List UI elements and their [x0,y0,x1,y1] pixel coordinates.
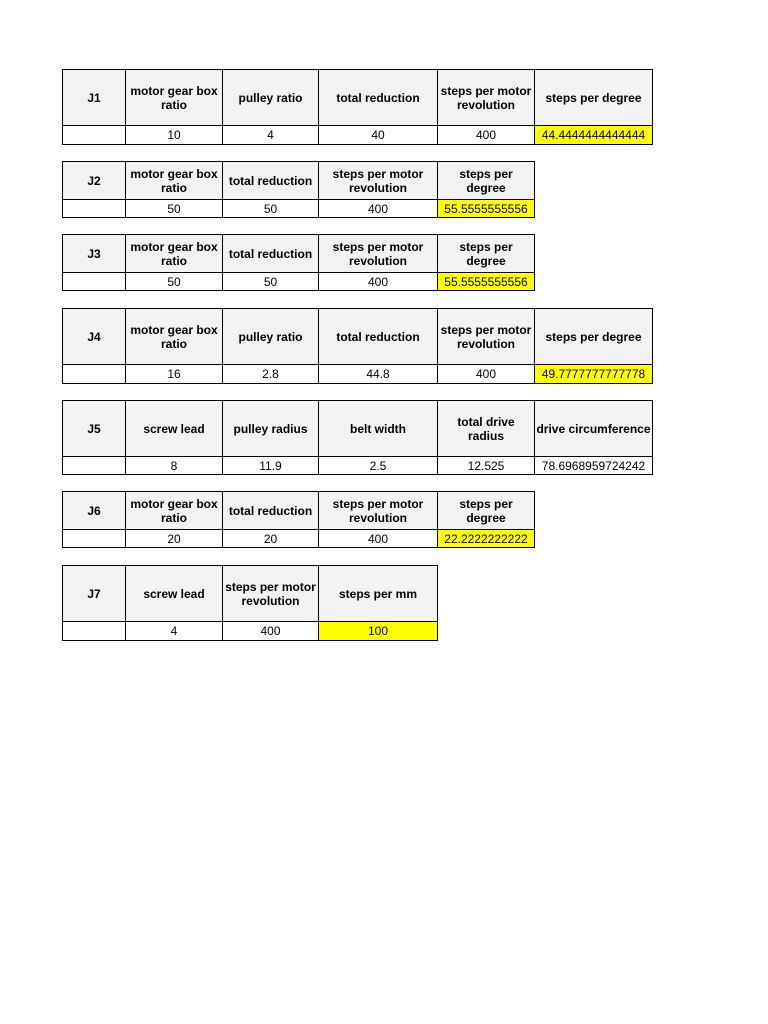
joint-label[interactable]: J7 [63,566,126,622]
header-cell[interactable]: motor gear box ratio [126,70,223,126]
header-row [63,70,653,126]
header-cell[interactable]: steps per degree [438,162,535,200]
header-row [63,492,535,530]
header-cell[interactable]: total reduction [319,309,438,365]
header-cell[interactable]: screw lead [126,566,223,622]
value-cell[interactable]: 50 [223,200,319,218]
value-cell[interactable]: 8 [126,457,223,475]
header-cell[interactable]: motor gear box ratio [126,235,223,273]
empty-cell[interactable] [63,622,126,641]
value-row [63,126,653,145]
joint-label[interactable]: J1 [63,70,126,126]
highlighted-value-cell[interactable]: 44.4444444444444 [535,126,653,145]
value-cell[interactable]: 40 [319,126,438,145]
highlighted-value-cell[interactable]: 55.5555555556 [438,200,535,218]
highlighted-value-cell[interactable]: 22.2222222222 [438,530,535,548]
header-cell[interactable]: steps per motor revolution [438,70,535,126]
header-cell[interactable]: motor gear box ratio [126,492,223,530]
value-cell[interactable]: 400 [223,622,319,641]
header-cell[interactable]: steps per degree [535,309,653,365]
header-cell[interactable]: screw lead [126,401,223,457]
value-cell[interactable]: 4 [223,126,319,145]
value-row [63,200,535,218]
header-cell[interactable]: belt width [319,401,438,457]
table-j7 [62,565,438,641]
header-cell[interactable]: total reduction [223,235,319,273]
table-j5 [62,400,653,475]
empty-cell[interactable] [63,200,126,218]
header-cell[interactable]: total reduction [223,162,319,200]
header-cell[interactable]: motor gear box ratio [126,162,223,200]
empty-cell[interactable] [63,273,126,291]
value-cell[interactable]: 400 [319,530,438,548]
header-cell[interactable]: pulley ratio [223,70,319,126]
value-cell[interactable]: 20 [126,530,223,548]
header-cell[interactable]: total reduction [223,492,319,530]
value-cell[interactable]: 50 [126,200,223,218]
highlighted-value-cell[interactable]: 55.5555555556 [438,273,535,291]
joint-label[interactable]: J3 [63,235,126,273]
table-j6 [62,491,535,548]
header-cell[interactable]: steps per degree [535,70,653,126]
value-row [63,622,438,641]
joint-label[interactable]: J5 [63,401,126,457]
header-cell[interactable]: pulley radius [223,401,319,457]
header-cell[interactable]: motor gear box ratio [126,309,223,365]
joint-label[interactable]: J4 [63,309,126,365]
value-row [63,530,535,548]
header-cell[interactable]: steps per degree [438,492,535,530]
header-row [63,162,535,200]
value-cell[interactable]: 10 [126,126,223,145]
value-cell[interactable]: 400 [319,200,438,218]
value-cell[interactable]: 50 [223,273,319,291]
header-cell[interactable]: steps per mm [319,566,438,622]
header-cell[interactable]: total reduction [319,70,438,126]
value-cell[interactable]: 44.8 [319,365,438,384]
header-row [63,401,653,457]
empty-cell[interactable] [63,365,126,384]
header-row [63,235,535,273]
empty-cell[interactable] [63,457,126,475]
table-j1 [62,69,653,145]
value-cell[interactable]: 78.6968959724242 [535,457,653,475]
value-cell[interactable]: 400 [438,365,535,384]
joint-label[interactable]: J2 [63,162,126,200]
highlighted-value-cell[interactable]: 100 [319,622,438,641]
value-cell[interactable]: 11.9 [223,457,319,475]
joint-label[interactable]: J6 [63,492,126,530]
value-cell[interactable]: 16 [126,365,223,384]
value-row [63,457,653,475]
highlighted-value-cell[interactable]: 49.7777777777778 [535,365,653,384]
header-cell[interactable]: steps per degree [438,235,535,273]
header-row [63,566,438,622]
value-cell[interactable]: 12.525 [438,457,535,475]
header-cell[interactable]: steps per motor revolution [319,492,438,530]
header-cell[interactable]: steps per motor revolution [438,309,535,365]
table-j4 [62,308,653,384]
header-cell[interactable]: pulley ratio [223,309,319,365]
empty-cell[interactable] [63,530,126,548]
value-cell[interactable]: 2.8 [223,365,319,384]
value-cell[interactable]: 4 [126,622,223,641]
value-row [63,273,535,291]
value-cell[interactable]: 2.5 [319,457,438,475]
header-cell[interactable]: steps per motor revolution [319,235,438,273]
value-row [63,365,653,384]
header-cell[interactable]: steps per motor revolution [319,162,438,200]
header-cell[interactable]: total drive radius [438,401,535,457]
value-cell[interactable]: 400 [438,126,535,145]
empty-cell[interactable] [63,126,126,145]
table-j3 [62,234,535,291]
table-j2 [62,161,535,218]
value-cell[interactable]: 400 [319,273,438,291]
header-row [63,309,653,365]
value-cell[interactable]: 50 [126,273,223,291]
value-cell[interactable]: 20 [223,530,319,548]
header-cell[interactable]: steps per motor revolution [223,566,319,622]
header-cell[interactable]: drive circumference [535,401,653,457]
